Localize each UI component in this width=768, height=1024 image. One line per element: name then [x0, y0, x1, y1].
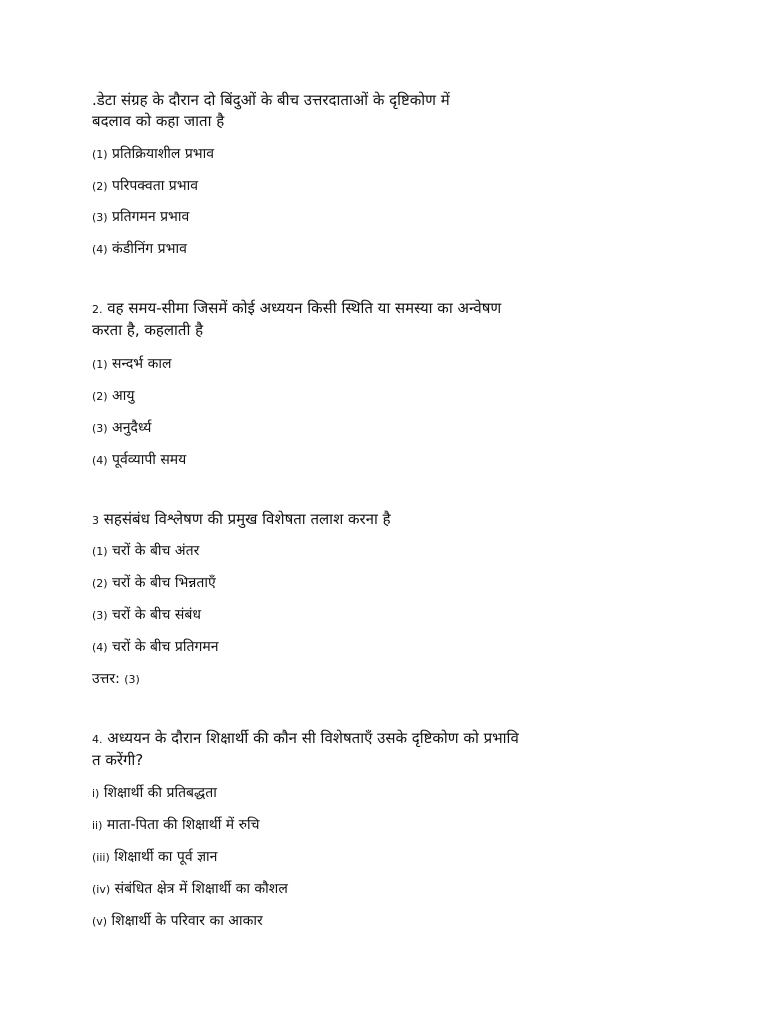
option-text: प्रतिक्रियाशील प्रभाव [112, 146, 215, 162]
option-number: (4) [92, 454, 108, 467]
question-2-text-line-1 [92, 298, 692, 320]
option-text: चरों के बीच भिन्नताएँ [112, 575, 216, 591]
question-4-text-line-2 [92, 750, 692, 770]
option-text: कंडीनिंग प्रभाव [112, 241, 187, 257]
option-number: (iv) [92, 883, 111, 896]
answer-label: उत्तर: [92, 671, 120, 687]
question-text: सहसंबंध विश्लेषण की प्रमुख विशेषता तलाश करना है [103, 510, 391, 528]
question-1-option-1 [92, 144, 692, 165]
question-4-option-2 [92, 815, 692, 836]
option-text: माता-पिता की शिक्षार्थी में रुचि [106, 817, 260, 833]
option-text: शिक्षार्थी के परिवार का आकार [111, 913, 263, 929]
question-2-option-1 [92, 354, 692, 375]
question-number: 3 [92, 514, 99, 527]
question-4-option-3 [92, 847, 692, 868]
option-number: (1) [92, 358, 108, 371]
option-number: (4) [92, 641, 108, 654]
question-2-text-line-2 [92, 320, 692, 340]
question-2-option-4 [92, 450, 692, 471]
option-text: आयु [112, 388, 135, 404]
option-text: पूर्वव्यापी समय [112, 452, 187, 468]
question-3-option-1 [92, 541, 692, 562]
question-3-answer [92, 669, 692, 690]
question-3-option-4 [92, 637, 692, 658]
question-text: अध्ययन के दौरान शिक्षार्थी की कौन सी विशेषताएँ उसके दृष्टिकोण को प्रभावि [107, 729, 519, 747]
option-text: संबंधित क्षेत्र में शिक्षार्थी का कौशल [114, 881, 288, 897]
option-text: सन्दर्भ काल [112, 356, 172, 372]
question-4-option-4 [92, 879, 692, 900]
option-text: चरों के बीच संबंध [112, 607, 201, 623]
question-4-option-5 [92, 911, 692, 932]
question-1-option-3 [92, 207, 692, 228]
question-4-option-1 [92, 783, 692, 804]
option-text: चरों के बीच अंतर [112, 543, 200, 559]
option-number: ii) [92, 819, 103, 832]
option-text: शिक्षार्थी की प्रतिबद्धता [103, 785, 217, 801]
question-1-text-line-1 [92, 90, 692, 110]
option-number: i) [92, 787, 100, 800]
question-text: बदलाव को कहा जाता है [92, 112, 225, 130]
option-text: अनुदैर्ध्य [112, 420, 152, 436]
option-number: (3) [92, 609, 108, 622]
option-text: शिक्षार्थी का पूर्व ज्ञान [114, 849, 218, 865]
question-text: .डेटा संग्रह के दौरान दो बिंदुओं के बीच उत्तरदाताओं के दृष्टिकोण में [92, 91, 450, 109]
question-text: करता है, कहलाती है [92, 321, 204, 339]
question-4-text-line-1 [92, 728, 692, 750]
question-3-option-2 [92, 573, 692, 594]
question-text: वह समय-सीमा जिसमें कोई अध्ययन किसी स्थिति या समस्या का अन्वेषण [107, 299, 502, 317]
question-1-option-2 [92, 176, 692, 197]
option-number: (2) [92, 180, 108, 193]
option-number: (2) [92, 577, 108, 590]
question-2-option-3 [92, 418, 692, 439]
answer-value: (3) [124, 673, 140, 686]
option-number: (3) [92, 211, 108, 224]
question-1-text-line-2 [92, 111, 692, 131]
option-number: (4) [92, 243, 108, 256]
question-text: त करेंगी? [92, 751, 144, 769]
option-text: प्रतिगमन प्रभाव [112, 209, 190, 225]
option-number: (2) [92, 390, 108, 403]
option-number: (1) [92, 148, 108, 161]
option-number: (1) [92, 545, 108, 558]
question-3-option-3 [92, 605, 692, 626]
question-number: 4. [92, 733, 103, 746]
question-number: 2. [92, 303, 103, 316]
option-number: (3) [92, 422, 108, 435]
option-text: परिपक्वता प्रभाव [112, 178, 198, 194]
option-number: (v) [92, 915, 108, 928]
question-2-option-2 [92, 386, 692, 407]
option-number: (iii) [92, 851, 110, 864]
question-1-option-4 [92, 239, 692, 260]
question-3-text-line-1 [92, 509, 692, 531]
option-text: चरों के बीच प्रतिगमन [112, 639, 219, 655]
